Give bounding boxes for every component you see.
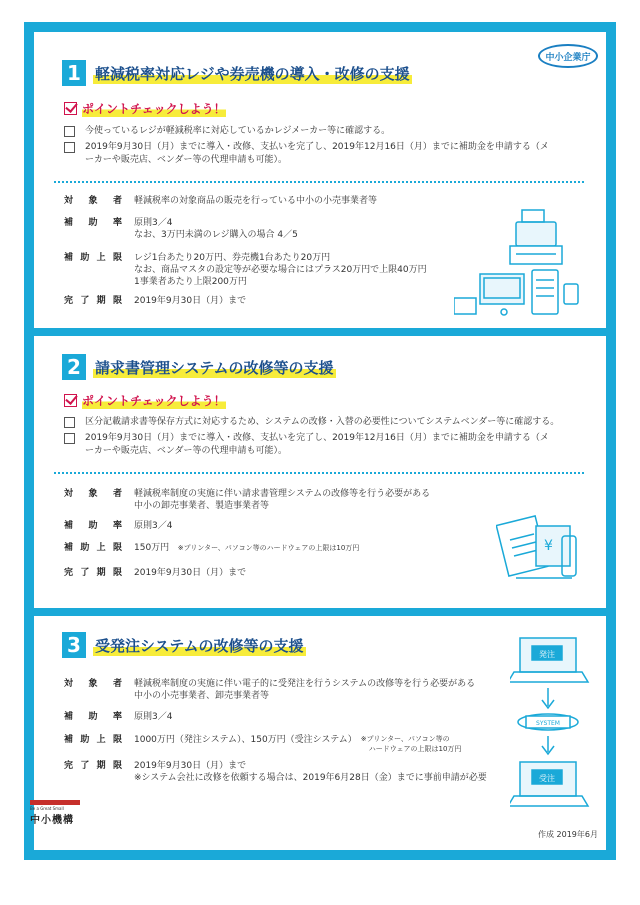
- receive-label: 受注: [539, 774, 555, 783]
- checkbox[interactable]: [64, 417, 75, 428]
- checklist-item: [64, 125, 575, 138]
- value-line: ※システム会社に改修を依頼する場合は、2019年6月28日（金）までに事前申請が必要: [134, 773, 487, 783]
- agency-logo: 中小企業庁: [538, 44, 598, 68]
- system-label: SYSTEM: [536, 720, 560, 727]
- value-line: 中小の小売事業者、卸売事業者等: [134, 691, 270, 701]
- row-label: 対象者: [64, 489, 122, 499]
- checklist-text: 2019年9月30日（月）までに導入・改修、支払いを完了し、2019年12月16日（月）までに補助金を申請する（メーカーや販売店、ベンダー等の代理申請も可能）。: [85, 433, 549, 456]
- value-line: 原則3／4: [134, 218, 173, 228]
- row-label: 補助率: [64, 218, 122, 228]
- value-line: 1事業者あたり上限200万円: [134, 277, 247, 287]
- row-value: [134, 760, 487, 784]
- section-number: 2: [62, 354, 86, 380]
- section-2-panel: [34, 336, 606, 608]
- row-label: 補助上限: [64, 543, 122, 553]
- logo-tagline: Be a Great Small: [30, 806, 64, 811]
- dotted-divider: [54, 181, 584, 183]
- value-line: 原則3／4: [134, 521, 173, 531]
- row-value: [134, 734, 461, 754]
- info-row-limit: [64, 542, 359, 554]
- checklist-text: 区分記載請求書等保存方式に対応するため、システムの改修・入替の必要性についてシステムベンダー等に確認する。: [85, 417, 560, 427]
- row-label: 完了期限: [64, 568, 122, 578]
- row-label: 補助率: [64, 521, 122, 531]
- value-line: 2019年9月30日（月）まで: [134, 296, 247, 306]
- checklist-item: [64, 416, 585, 429]
- info-row-target: [64, 195, 377, 207]
- value-note: [361, 734, 462, 754]
- svg-text:¥: ¥: [544, 538, 553, 554]
- value-line: 軽減税率の対象商品の販売を行っている中小の小売事業者等: [134, 196, 378, 206]
- register-illustration-icon: [454, 202, 594, 322]
- value-line: 2019年9月30日（月）まで: [134, 568, 247, 578]
- section-title: 軽減税率対応レジや券売機の導入・改修の支援: [95, 64, 410, 83]
- row-value: [134, 542, 359, 554]
- info-row-target: [64, 678, 475, 702]
- section-number: 3: [62, 632, 86, 658]
- info-row-limit: [64, 734, 461, 754]
- checklist-text: 今使っているレジが軽減税率に対応しているかレジメーカー等に確認する。: [85, 126, 391, 136]
- checkbox[interactable]: [64, 126, 75, 137]
- value-line: 中小の卸売事業者、製造事業者等: [134, 501, 270, 511]
- row-label: 完了期限: [64, 761, 122, 771]
- info-row-deadline: [64, 295, 246, 307]
- value-line: なお、商品マスタの設定等が必要な場合にはプラス20万円で上限40万円: [134, 265, 427, 275]
- invoice-illustration-icon: [496, 506, 588, 588]
- value-line: 軽減税率制度の実施に伴い電子的に受発注を行うシステムの改修等を行う必要がある: [134, 679, 476, 689]
- value-line: なお、3万円未満のレジ購入の場合 4／5: [134, 230, 298, 240]
- order-label: 発注: [539, 650, 555, 659]
- value-note-line: ハードウェアの上限は10万円: [368, 745, 462, 753]
- section-2-header: [62, 354, 336, 380]
- row-value: [134, 217, 298, 241]
- row-value: [134, 520, 172, 532]
- smrj-logo: [30, 800, 80, 826]
- row-label: 補助率: [64, 712, 122, 722]
- section-3-header: [62, 632, 306, 658]
- value-line: 150万円: [134, 543, 170, 553]
- section-title: 受発注システムの改修等の支援: [95, 636, 304, 655]
- row-value: [134, 567, 246, 579]
- point-check-label: ポイントチェックしよう！: [82, 394, 226, 408]
- point-check-label: ポイントチェックしよう！: [82, 102, 226, 116]
- row-value: [134, 252, 427, 288]
- row-value: [134, 678, 475, 702]
- info-row-limit: [64, 252, 427, 288]
- value-line: 1000万円（発注システム）、150万円（受注システム）: [134, 735, 357, 745]
- row-label: 対象者: [64, 679, 122, 689]
- logo-bar: [30, 800, 80, 805]
- row-value: [134, 488, 430, 512]
- row-label: 対象者: [64, 196, 122, 206]
- value-line: 原則3／4: [134, 712, 173, 722]
- order-system-illustration-icon: [510, 634, 592, 810]
- value-line: レジ1台あたり20万円、券売機1台あたり20万円: [134, 253, 331, 263]
- page-frame: [24, 22, 616, 860]
- dotted-divider: [54, 472, 584, 474]
- info-row-deadline: [64, 567, 246, 579]
- checkbox[interactable]: [64, 142, 75, 153]
- checklist-text: 2019年9月30日（月）までに導入・改修、支払いを完了し、2019年12月16日（月）までに補助金を申請する（メーカーや販売店、ベンダー等の代理申請も可能）。: [85, 142, 549, 165]
- info-row-rate: [64, 217, 298, 241]
- creation-date: 作成 2019年6月: [538, 830, 598, 839]
- logo-name: 中小機構: [30, 815, 74, 826]
- checkbox[interactable]: [64, 433, 75, 444]
- point-check-heading: [64, 392, 226, 409]
- value-line: 2019年9月30日（月）まで: [134, 761, 247, 771]
- info-row-target: [64, 488, 430, 512]
- value-line: 軽減税率制度の実施に伴い請求書管理システムの改修等を行う必要がある: [134, 489, 431, 499]
- checklist-item: [64, 141, 555, 167]
- section-1-header: [62, 60, 412, 86]
- info-row-rate: [64, 711, 172, 723]
- row-label: 完了期限: [64, 296, 122, 306]
- value-note: ※プリンター、パソコン等のハードウェアの上限は10万円: [177, 544, 360, 552]
- info-row-deadline: [64, 760, 487, 784]
- row-value: [134, 711, 172, 723]
- checkmark-icon: [64, 102, 77, 115]
- section-number: 1: [62, 60, 86, 86]
- point-check-heading: [64, 100, 226, 117]
- section-1-panel: [34, 32, 606, 328]
- checklist-item: [64, 432, 555, 458]
- section-title: 請求書管理システムの改修等の支援: [95, 358, 334, 377]
- row-value: [134, 295, 246, 307]
- row-value: [134, 195, 377, 207]
- info-row-rate: [64, 520, 172, 532]
- section-3-panel: [34, 616, 606, 850]
- value-note-line: ※プリンター、パソコン等の: [360, 735, 450, 743]
- checkmark-icon: [64, 394, 77, 407]
- row-label: 補助上限: [64, 253, 122, 263]
- row-label: 補助上限: [64, 735, 122, 745]
